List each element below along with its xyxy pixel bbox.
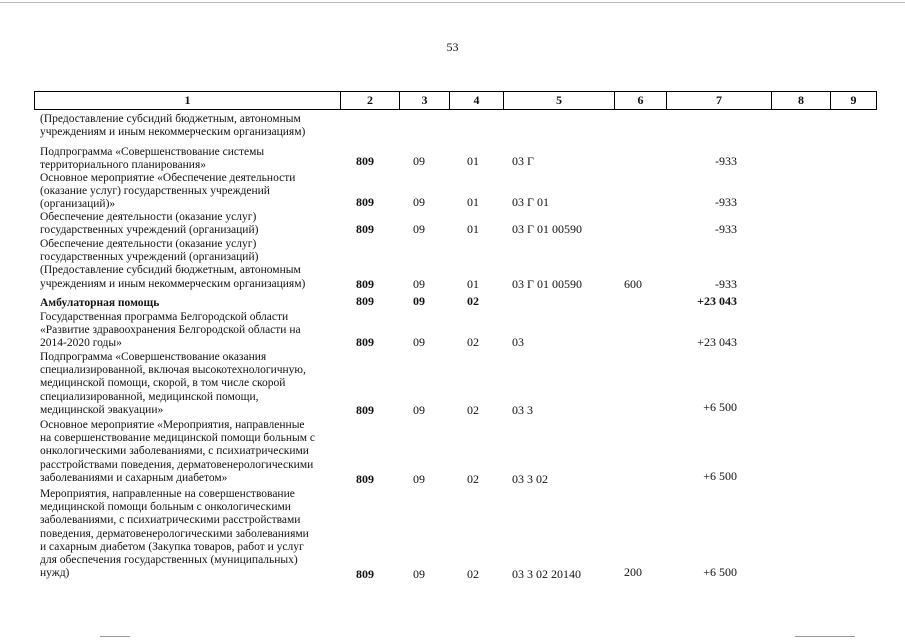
cell-razdel: 09	[413, 195, 425, 209]
header-cell: 8	[771, 92, 830, 109]
cell-ved: 809	[356, 403, 374, 417]
cell-razdel: 09	[413, 294, 425, 308]
cell-razdel: 09	[413, 277, 425, 291]
row-description: Амбулаторная помощь	[40, 297, 160, 309]
header-cell: 6	[614, 92, 666, 109]
header-cell: 4	[449, 92, 503, 109]
cell-ved: 809	[356, 294, 374, 308]
cell-ved: 809	[356, 567, 374, 581]
header-cell: 5	[503, 92, 614, 109]
cell-target-article: 03	[512, 335, 524, 349]
cell-target-article: 03 Г 01 00590	[512, 222, 582, 236]
cell-ved: 809	[356, 277, 374, 291]
row-description: (Предоставление субсидий бюджетным, автономным учреждениям и иным некоммерческим организациям)	[40, 113, 306, 139]
page-top-edge	[0, 2, 905, 3]
cell-podrazdel: 02	[467, 567, 479, 581]
cell-podrazdel: 01	[467, 154, 479, 168]
cell-target-article: 03 Г	[512, 154, 534, 168]
page-number: 53	[446, 40, 459, 54]
cell-amount: -933	[715, 195, 737, 209]
cell-amount: +23 043	[697, 335, 737, 349]
cell-amount: -933	[715, 222, 737, 236]
cell-podrazdel: 02	[467, 335, 479, 349]
cell-podrazdel: 01	[467, 277, 479, 291]
header-cell: 7	[666, 92, 771, 109]
cell-razdel: 09	[413, 472, 425, 486]
row-description: Мероприятия, направленные на совершенствование медицинской помощи больным с онкологическими заболеваниями, с психиатрическими расстройствами поведения, дерматовенерологическими заболеваниями и сахарным диабетом (Закупка товаров, работ и услуг для обеспечения государственных (муниципальных) нужд)	[40, 488, 309, 580]
cell-amount: -933	[715, 154, 737, 168]
cell-razdel: 09	[413, 335, 425, 349]
cell-ved: 809	[356, 472, 374, 486]
cell-podrazdel: 02	[467, 403, 479, 417]
cell-podrazdel: 01	[467, 195, 479, 209]
cell-podrazdel: 02	[467, 472, 479, 486]
cell-amount: +6 500	[703, 400, 737, 414]
page-bottom-edge	[100, 636, 130, 637]
row-description: Подпрограмма «Совершенствование оказания специализированной, включая высокотехнологичную, медицинской помощи, скорой, в том числе скорой специализированной, медицинской помощи, медицинской эвакуации»	[40, 351, 306, 416]
cell-target-article: 03 3	[512, 403, 533, 417]
cell-razdel: 09	[413, 567, 425, 581]
cell-razdel: 09	[413, 403, 425, 417]
cell-expense-type: 600	[624, 277, 642, 291]
cell-podrazdel: 01	[467, 222, 479, 236]
cell-amount: +6 500	[703, 565, 737, 579]
cell-razdel: 09	[413, 154, 425, 168]
cell-podrazdel: 02	[467, 294, 479, 308]
cell-target-article: 03 3 02	[512, 472, 548, 486]
cell-razdel: 09	[413, 222, 425, 236]
cell-target-article: 03 Г 01	[512, 195, 549, 209]
row-description: Подпрограмма «Совершенствование системы территориального планирования»	[40, 146, 265, 172]
cell-expense-type: 200	[624, 565, 642, 579]
cell-target-article: 03 Г 01 00590	[512, 277, 582, 291]
row-description: Основное мероприятие «Обеспечение деятельности (оказание услуг) государственных учреждений (организаций)»	[40, 172, 296, 211]
cell-ved: 809	[356, 222, 374, 236]
cell-amount: -933	[715, 277, 737, 291]
header-cell: 1	[184, 93, 191, 107]
cell-ved: 809	[356, 154, 374, 168]
cell-ved: 809	[356, 335, 374, 349]
cell-amount: +23 043	[697, 294, 737, 308]
row-description: Основное мероприятие «Мероприятия, направленные на совершенствование медицинской помощи больным с онкологическими заболеваниями, с психиатрическими расстройствами поведения, дерматовенерологическими заболеваниями и сахарным диабетом»	[40, 419, 315, 484]
cell-ved: 809	[356, 195, 374, 209]
cell-amount: +6 500	[703, 469, 737, 483]
table-header	[34, 91, 877, 110]
row-description: Обеспечение деятельности (оказание услуг) государственных учреждений (организаций) (Предоставление субсидий бюджетным, автономным учреждениям и иным некоммерческим организациям)	[40, 238, 306, 290]
cell-target-article: 03 3 02 20140	[512, 567, 581, 581]
header-cell: 3	[399, 92, 449, 109]
row-description: Обеспечение деятельности (оказание услуг) государственных учреждений (организаций)	[40, 211, 259, 237]
row-description: Государственная программа Белгородской области «Развитие здравоохранения Белгородской области на 2014-2020 годы»	[40, 311, 301, 350]
page-bottom-edge-right	[795, 636, 855, 637]
header-cell: 9	[830, 92, 876, 109]
header-cell: 2	[340, 92, 399, 109]
